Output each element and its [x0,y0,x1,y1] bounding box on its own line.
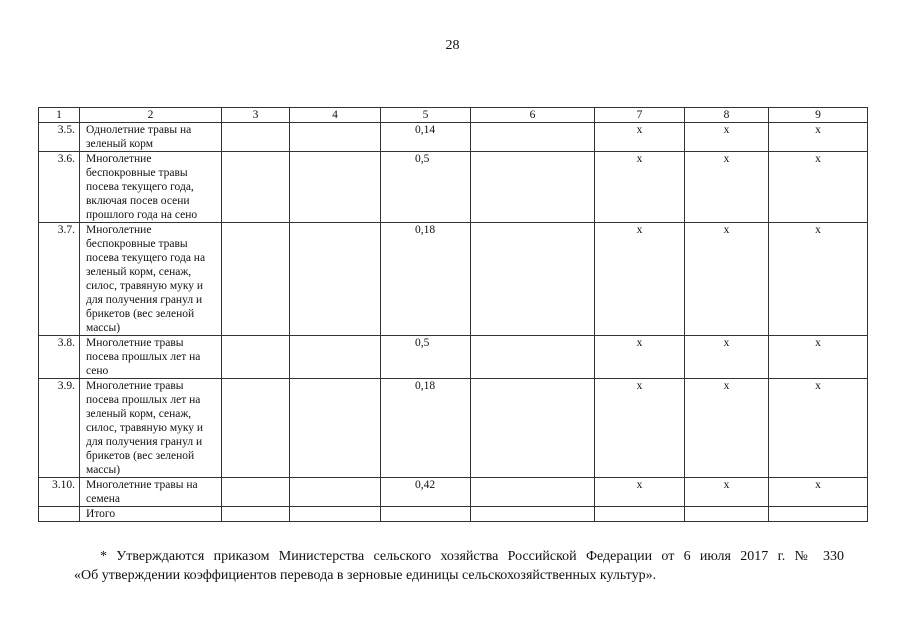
value-cell: 0,42 [381,478,471,507]
crop-name-cell: Итого [80,507,222,522]
value-cell: х [769,223,868,336]
value-cell: х [595,223,685,336]
crop-name-cell: Многолетние травы на семена [80,478,222,507]
value-cell [290,123,381,152]
value-cell [471,223,595,336]
value-cell: х [595,336,685,379]
value-cell [471,379,595,478]
value-cell [222,336,290,379]
row-number-cell: 3.8. [39,336,80,379]
value-cell [222,507,290,522]
value-cell: х [685,478,769,507]
value-cell [222,379,290,478]
value-cell [769,507,868,522]
footnote [74,547,844,585]
value-cell: х [595,379,685,478]
value-cell [381,507,471,522]
value-cell [290,336,381,379]
value-cell [290,478,381,507]
crop-name-cell: Многолетние травы посева прошлых лет на зеленый корм, сенаж, силос, травяную муку и для получения гранул и брикетов (вес зеленой массы) [80,379,222,478]
footnote-line-1: * Утверждаются приказом Министерства сельского хозяйства Российской Федерации от 6 июля 2017 г. № 330 [100,549,844,564]
column-header: 3 [222,108,290,123]
table-row [39,152,868,223]
column-header: 8 [685,108,769,123]
value-cell [222,478,290,507]
value-cell [471,336,595,379]
value-cell: 0,18 [381,223,471,336]
column-header: 1 [39,108,80,123]
row-number-cell: 3.7. [39,223,80,336]
value-cell: х [685,379,769,478]
value-cell [471,478,595,507]
value-cell: х [769,478,868,507]
value-cell: х [595,478,685,507]
value-cell [222,223,290,336]
value-cell: х [769,123,868,152]
value-cell: х [769,379,868,478]
column-header: 5 [381,108,471,123]
value-cell [471,507,595,522]
value-cell: х [685,123,769,152]
row-number-cell: 3.6. [39,152,80,223]
value-cell [595,507,685,522]
value-cell: х [769,152,868,223]
crop-name-cell: Однолетние травы на зеленый корм [80,123,222,152]
row-number-cell: 3.10. [39,478,80,507]
table-row [39,336,868,379]
value-cell: 0,14 [381,123,471,152]
crop-name-cell: Многолетние беспокровные травы посева текущего года, включая посев осени прошлого года на сено [80,152,222,223]
row-number-cell: 3.5. [39,123,80,152]
value-cell: х [685,152,769,223]
column-header: 6 [471,108,595,123]
row-number-cell: 3.9. [39,379,80,478]
table-row [39,478,868,507]
column-header: 2 [80,108,222,123]
value-cell [222,152,290,223]
value-cell [290,379,381,478]
value-cell: х [769,336,868,379]
value-cell [290,152,381,223]
column-header: 7 [595,108,685,123]
value-cell [471,123,595,152]
column-header: 4 [290,108,381,123]
column-header: 9 [769,108,868,123]
coefficients-table [38,107,868,522]
page-number: 28 [445,38,460,53]
footnote-line-2: «Об утверждении коэффициентов перевода в зерновые единицы сельскохозяйственных культур». [74,568,657,583]
value-cell: х [685,223,769,336]
value-cell [685,507,769,522]
value-cell: 0,5 [381,152,471,223]
value-cell: х [595,123,685,152]
table-row [39,223,868,336]
value-cell: х [685,336,769,379]
table-row [39,379,868,478]
value-cell [290,223,381,336]
value-cell: 0,18 [381,379,471,478]
value-cell: 0,5 [381,336,471,379]
value-cell: х [595,152,685,223]
table-row [39,507,868,522]
value-cell [471,152,595,223]
row-number-cell [39,507,80,522]
crop-name-cell: Многолетние беспокровные травы посева текущего года на зеленый корм, сенаж, силос, травяную муку и для получения гранул и брикетов (вес зеленой массы) [80,223,222,336]
value-cell [222,123,290,152]
crop-name-cell: Многолетние травы посева прошлых лет на сено [80,336,222,379]
table-header-row [39,108,868,123]
value-cell [290,507,381,522]
table-row [39,123,868,152]
